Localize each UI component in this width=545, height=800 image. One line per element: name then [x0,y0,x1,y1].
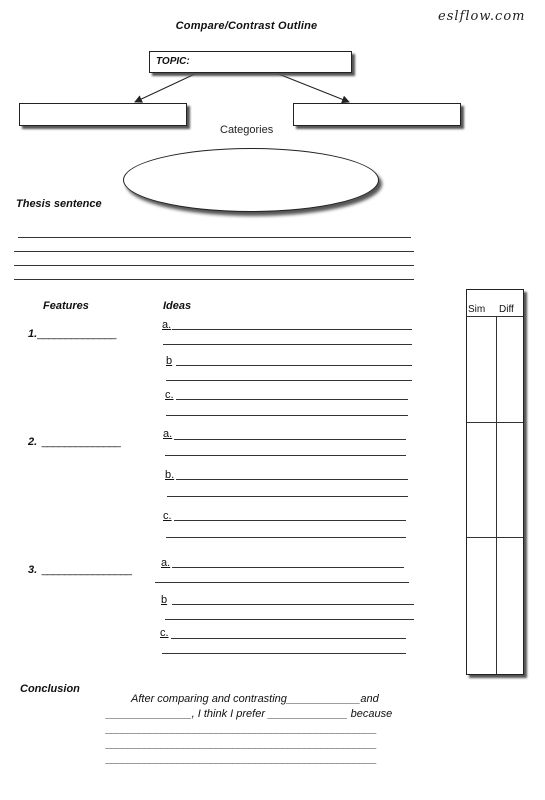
idea-3b-line-1[interactable] [172,604,414,605]
idea-1c-label: c. [165,389,174,401]
page-title: Compare/Contrast Outline [175,20,318,32]
idea-2c-label: c. [163,510,172,522]
idea-3a-label: a. [161,557,171,569]
idea-1b-label: b [166,355,173,367]
topic-label: TOPIC: [156,56,190,67]
idea-3a-line-2[interactable] [155,582,409,583]
column-divider [496,316,497,674]
idea-2b-line-2[interactable] [167,496,408,497]
thesis-line-2[interactable] [14,251,414,252]
features-header: Features [43,300,89,312]
diff-header: Diff [499,304,514,315]
sim-header: Sim [468,304,486,315]
idea-2a-line-1[interactable] [174,439,406,440]
row-divider-1 [467,422,523,423]
idea-2b-label: b. [165,469,175,481]
category-box-left[interactable] [19,103,187,126]
feature-3 [28,560,132,578]
right-arrow [276,73,349,102]
brand-watermark: eslflow.com [438,9,526,24]
feature-number: 3. [28,564,38,576]
feature-number: 1. [28,328,38,340]
thesis-line-4[interactable] [14,279,414,280]
idea-1a-line-2[interactable] [163,344,412,345]
idea-2a-label: a. [163,428,173,440]
idea-2c-line-2[interactable] [166,537,406,538]
thesis-label: Thesis sentence [16,198,102,210]
feature-blank[interactable]: ______________ [37,328,116,340]
idea-2c-line-1[interactable] [174,520,406,521]
sim-diff-table [466,289,524,675]
idea-1b-line-1[interactable] [176,365,412,366]
idea-1a-line-1[interactable] [172,329,412,330]
conclusion-line-2: ______________, I think I prefer _____________ because [106,708,393,720]
header-divider [467,316,523,317]
idea-2a-line-2[interactable] [165,455,406,456]
idea-1a-label: a. [162,319,172,331]
idea-1c-line-2[interactable] [166,415,408,416]
idea-3a-line-1[interactable] [172,567,404,568]
feature-1 [28,324,116,342]
feature-2 [28,432,120,450]
conclusion-line-4[interactable]: _________________________________________________ [106,738,377,750]
categories-label: Categories [220,124,274,136]
idea-1c-line-1[interactable] [176,399,408,400]
conclusion-label: Conclusion [20,683,80,695]
conclusion-line-1: After comparing and contrasting____________and [131,693,379,705]
feature-number: 2. [28,436,38,448]
conclusion-line-3[interactable]: _________________________________________________ [106,723,377,735]
thesis-line-3[interactable] [14,265,414,266]
thesis-line-1[interactable] [18,237,411,238]
conclusion-line-5[interactable]: _________________________________________________ [106,753,377,765]
idea-3c-line-2[interactable] [162,653,406,654]
idea-3b-line-2[interactable] [165,619,414,620]
row-divider-2 [467,537,523,538]
topic-box[interactable] [149,51,352,73]
left-arrow [135,73,197,102]
ideas-header: Ideas [163,300,192,312]
idea-1b-line-2[interactable] [166,380,412,381]
idea-3c-label: c. [160,627,169,639]
feature-blank[interactable]: ______________ [41,436,121,448]
idea-2b-line-1[interactable] [176,479,408,480]
feature-blank[interactable]: ________________ [41,564,132,576]
idea-3c-line-1[interactable] [171,638,406,639]
category-box-right[interactable] [293,103,461,126]
categories-ellipse[interactable] [123,148,379,212]
idea-3b-label: b [161,594,168,606]
